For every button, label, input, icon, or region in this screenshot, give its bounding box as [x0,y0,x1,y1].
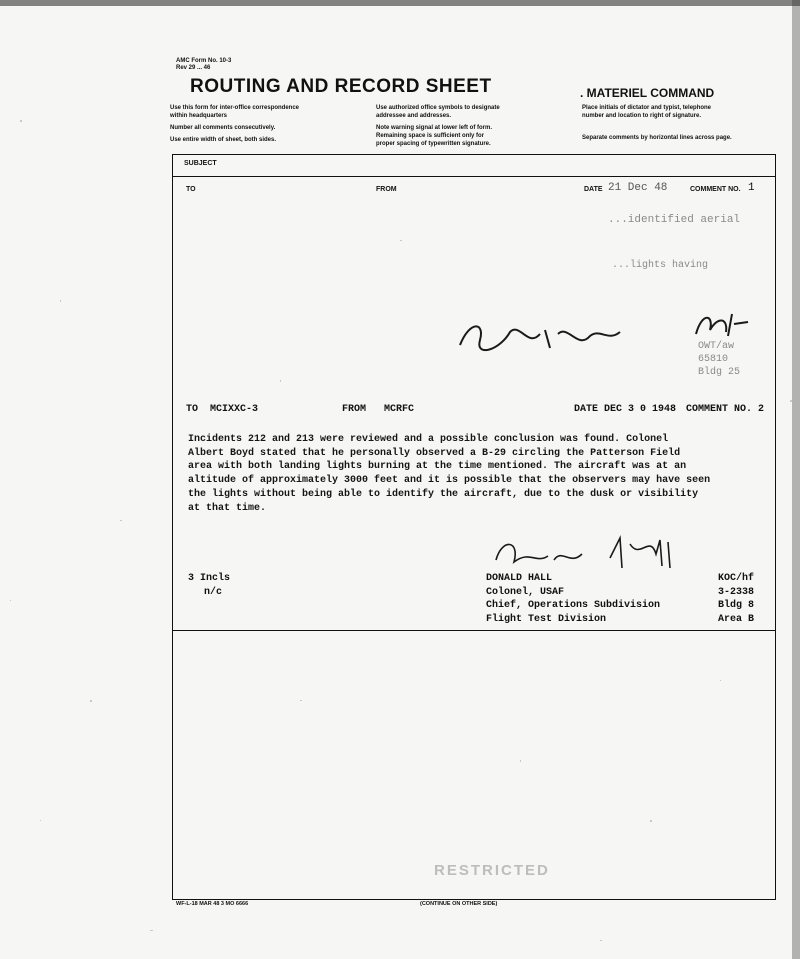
scan-edge-right [792,0,800,959]
comment2-date: DATE DEC 3 0 1948 [574,404,677,415]
scan-edge-top [0,0,800,6]
form-number: AMC Form No. 10-3 Rev 29 ... 46 [176,58,232,71]
comment1-faint-line-2: ...lights having [612,260,709,271]
restricted-stamp: RESTRICTED [434,862,550,879]
footer-continue: (CONTINUE ON OTHER SIDE) [420,901,498,907]
comment2-to: TO MCIXXC-3 [186,404,259,415]
date-value: 21 Dec 48 [608,182,668,194]
reference-block: KOC/hf 3-2338 Bldg 8 Area B [718,573,755,626]
date-label: DATE [584,186,603,193]
comment2-body: Incidents 212 and 213 were reviewed and a possible conclusion was found. Colonel Albert Boyd stated that he personally observed a B-29 circling the Patterson Field area with both landing lights burning at the time mentioned. The aircraft was at an altitude of approximately 3000 feet and it is possible that the observers may have seen the lights without being able to identify the aircraft, due to the dusk or visibility at that time. [188,434,711,514]
instructions-column-1: Use this form for inter-office correspondence within headquarters Number all comments consecutively. Use entire width of sheet, both sides. [170,105,300,143]
signature-1 [450,310,630,360]
comment2-number: COMMENT NO. 2 [686,404,765,415]
from-label: FROM [376,186,397,193]
comment-number: 1 [748,182,755,194]
comment1-faint-line-1: ...identified aerial [608,214,741,226]
comment1-side-initials: OWT/aw 65810 Bldg 25 [698,341,741,378]
subject-label: SUBJECT [184,160,217,167]
form-title: ROUTING AND RECORD SHEET [190,76,492,97]
to-label: TO [186,186,196,193]
instructions-column-3: Place initials of dictator and typist, telephone number and location to right of signature. Separate comments by horizontal lines across page. [582,105,732,141]
comment-divider [172,630,776,631]
enclosures: 3 Incls n/c [188,573,231,598]
comment2-from: FROM MCRFC [342,404,415,415]
comment-label: COMMENT NO. [690,186,741,193]
subject-divider [172,176,776,177]
command-name: . MATERIEL COMMAND [580,86,715,100]
signature-block: DONALD HALL Colonel, USAF Chief, Operations Subdivision Flight Test Division [486,573,661,626]
footer-form-code: WF-L-18 MAR 48 3 MO 6666 [176,901,249,907]
instructions-column-2: Use authorized office symbols to designate addressee and addresses. Note warning signal at lower left of form. Remaining space is sufficient only for proper spacing of typewritten signature. [376,105,500,147]
